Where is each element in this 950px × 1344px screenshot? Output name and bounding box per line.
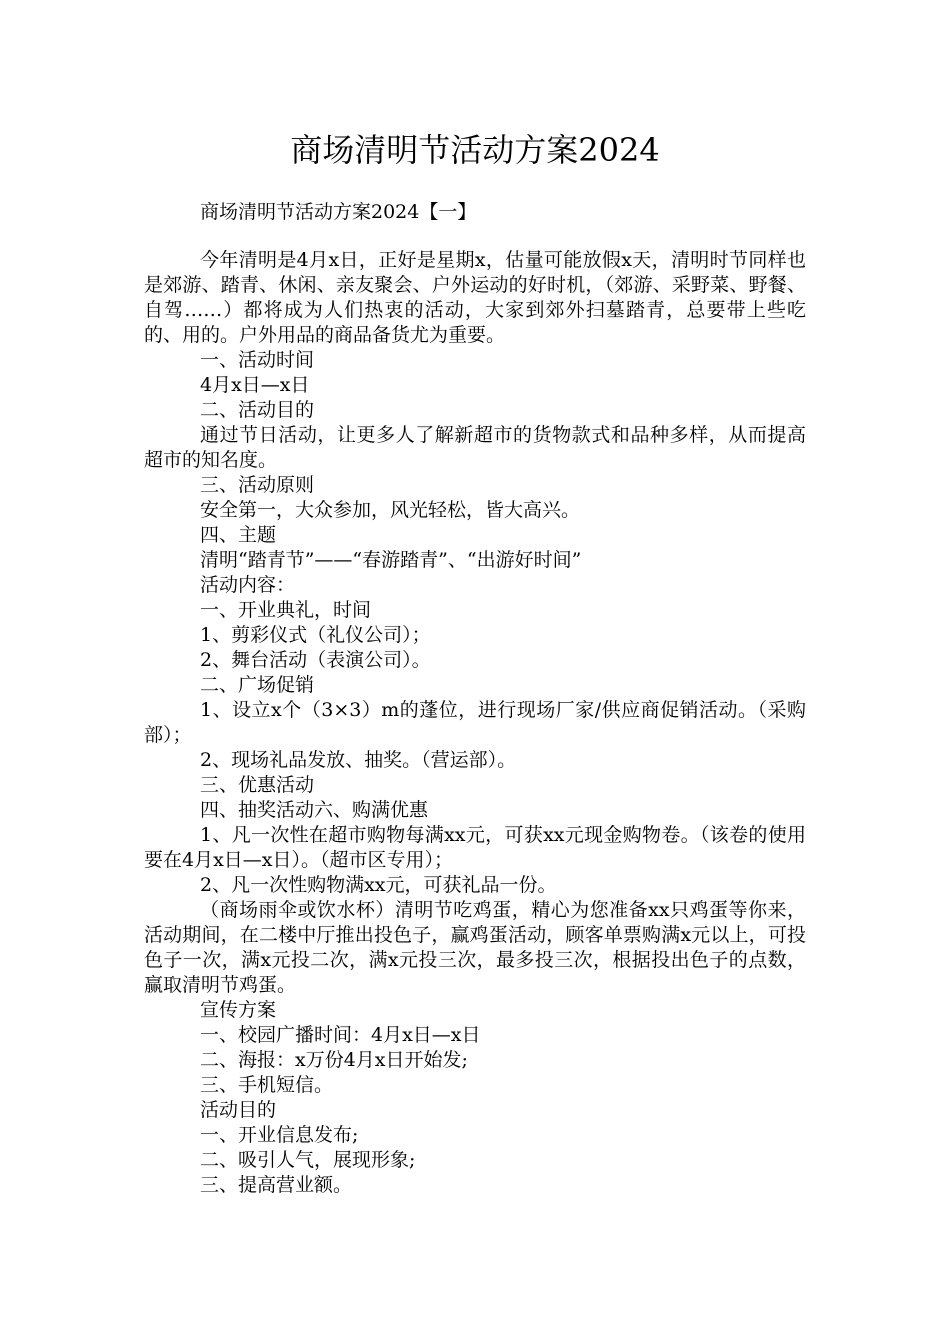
document-body	[144, 248, 806, 1198]
paragraph: 4月x日—x日	[200, 374, 310, 396]
paragraph: 一、开业典礼，时间	[200, 599, 372, 621]
paragraph: 1、凡一次性在超市购物每满xx元，可获xx元现金购物卷。（该卷的使用要在4月x日—x日）。（超市区专用）；	[144, 824, 806, 871]
paragraph: 一、校园广播时间：4月x日—x日	[200, 1024, 481, 1046]
paragraph: 今年清明是4月x日，正好是星期x，估量可能放假x天，清明时节同样也是郊游、踏青、休闲、亲友聚会、户外运动的好时机，（郊游、采野菜、野餐、自驾……）都将成为人们热衷的活动，大家到郊外扫墓踏青，总要带上些吃的、用的。户外用品的商品备货尤为重要。	[144, 249, 806, 346]
paragraph: 一、活动时间	[200, 349, 315, 371]
paragraph: 三、优惠活动	[200, 774, 315, 796]
paragraph: 二、广场促销	[200, 674, 315, 696]
paragraph: 1、剪彩仪式（礼仪公司）；	[200, 624, 431, 646]
paragraph: 2、现场礼品发放、抽奖。（营运部）。	[200, 749, 517, 771]
paragraph: 二、吸引人气，展现形象;	[200, 1149, 416, 1171]
paragraph: 宣传方案	[200, 999, 277, 1021]
paragraph: 三、活动原则	[200, 474, 315, 496]
paragraph: 三、提高营业额。	[200, 1174, 353, 1196]
paragraph: 2、舞台活动（表演公司）。	[200, 649, 431, 671]
paragraph: 四、抽奖活动六、购满优惠	[200, 799, 429, 821]
paragraph: 2、凡一次性购物满xx元，可获礼品一份。	[200, 874, 557, 896]
paragraph: 三、手机短信。	[200, 1074, 334, 1096]
paragraph: 活动目的	[200, 1099, 277, 1121]
paragraph: （商场雨伞或饮水杯）清明节吃鸡蛋，精心为您准备xx只鸡蛋等你来，活动期间，在二楼中厅推出投色子，赢鸡蛋活动，顾客单票购满x元以上，可投色子一次，满x元投二次，满x元投三次，最多投三次，根据投出色子的点数，赢取清明节鸡蛋。	[144, 899, 806, 996]
paragraph: 二、海报：x万份4月x日开始发;	[200, 1049, 468, 1071]
paragraph: 通过节日活动，让更多人了解新超市的货物款式和品种多样，从而提高超市的知名度。	[144, 424, 806, 471]
paragraph: 一、开业信息发布;	[200, 1124, 359, 1146]
paragraph: 四、主题	[200, 524, 277, 546]
paragraph: 活动内容：	[200, 574, 296, 596]
document-title: 商场清明节活动方案2024	[290, 131, 660, 169]
paragraph: 1、设立x个（3×3）m的蓬位，进行现场厂家/供应商促销活动。（采购部）；	[144, 699, 806, 746]
paragraph: 二、活动目的	[200, 399, 315, 421]
paragraph: 安全第一，大众参加，风光轻松，皆大高兴。	[200, 499, 581, 521]
section-heading: 商场清明节活动方案2024【一】	[200, 201, 477, 223]
paragraph: 清明“踏青节”——“春游踏青”、“出游好时间”	[200, 549, 582, 571]
